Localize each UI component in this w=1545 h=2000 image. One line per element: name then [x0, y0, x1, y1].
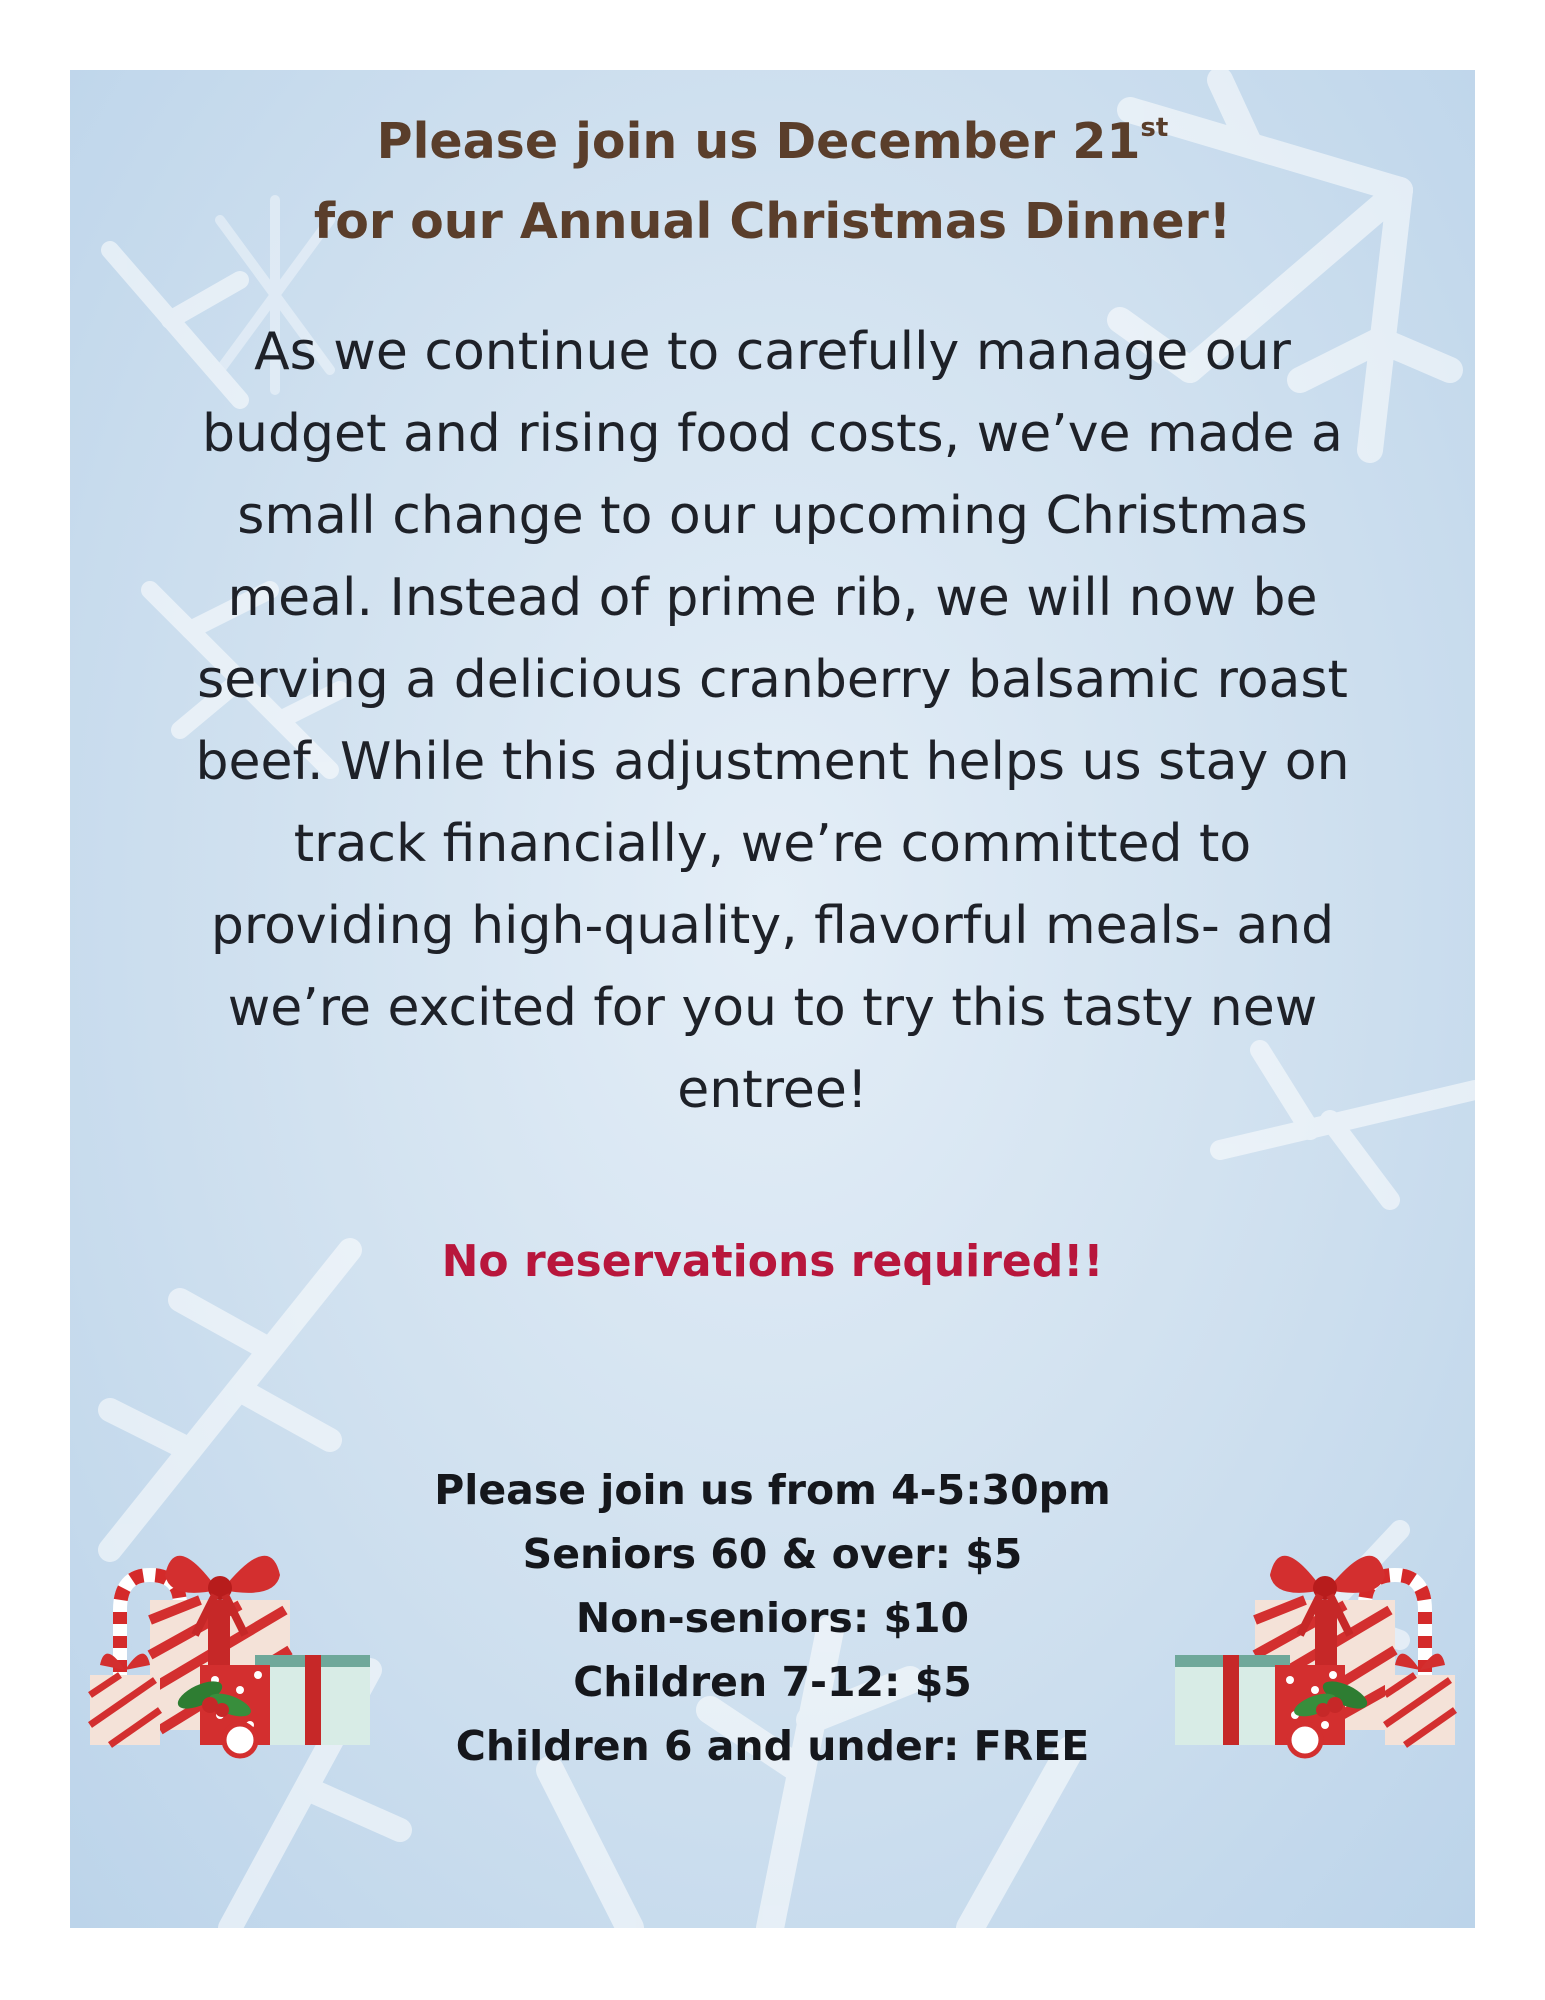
gift-stack-icon	[80, 1490, 380, 1760]
price-children-6-under: Children 6 and under: FREE	[455, 1722, 1090, 1770]
headline-date-suffix: st	[1140, 113, 1169, 143]
announcement-paragraph	[140, 311, 1405, 1131]
paragraph-line: we’re excited for you to try this tasty new	[227, 978, 1318, 1038]
paragraph-line: budget and rising food costs, we’ve made a	[202, 404, 1343, 464]
paragraph-line: providing high-quality, flavorful meals- and	[210, 896, 1335, 956]
gift-stack-icon	[1165, 1490, 1465, 1760]
flyer	[70, 70, 1475, 1928]
price-non-seniors: Non-seniors: $10	[575, 1594, 970, 1642]
paragraph-line: meal. Instead of prime rib, we will now be	[227, 568, 1318, 628]
reservations-notice: No reservations required!!	[441, 1236, 1104, 1287]
headline-line-1	[70, 102, 1475, 182]
price-seniors: Seniors 60 & over: $5	[522, 1530, 1023, 1578]
paragraph-line: small change to our upcoming Christmas	[237, 486, 1308, 546]
paragraph-line: beef. While this adjustment helps us stay on	[195, 732, 1350, 792]
event-time: Please join us from 4-5:30pm	[434, 1466, 1111, 1514]
paragraph-line: As we continue to carefully manage our	[254, 322, 1291, 382]
price-children-7-12: Children 7-12: $5	[573, 1658, 972, 1706]
paragraph-line: track financially, we’re committed to	[293, 814, 1252, 874]
paragraph-line: serving a delicious cranberry balsamic roast	[197, 650, 1348, 710]
headline-line-2: for our Annual Christmas Dinner!	[313, 193, 1232, 250]
headline-date-text: Please join us December 21	[376, 113, 1141, 170]
paragraph-line: entree!	[677, 1060, 868, 1120]
